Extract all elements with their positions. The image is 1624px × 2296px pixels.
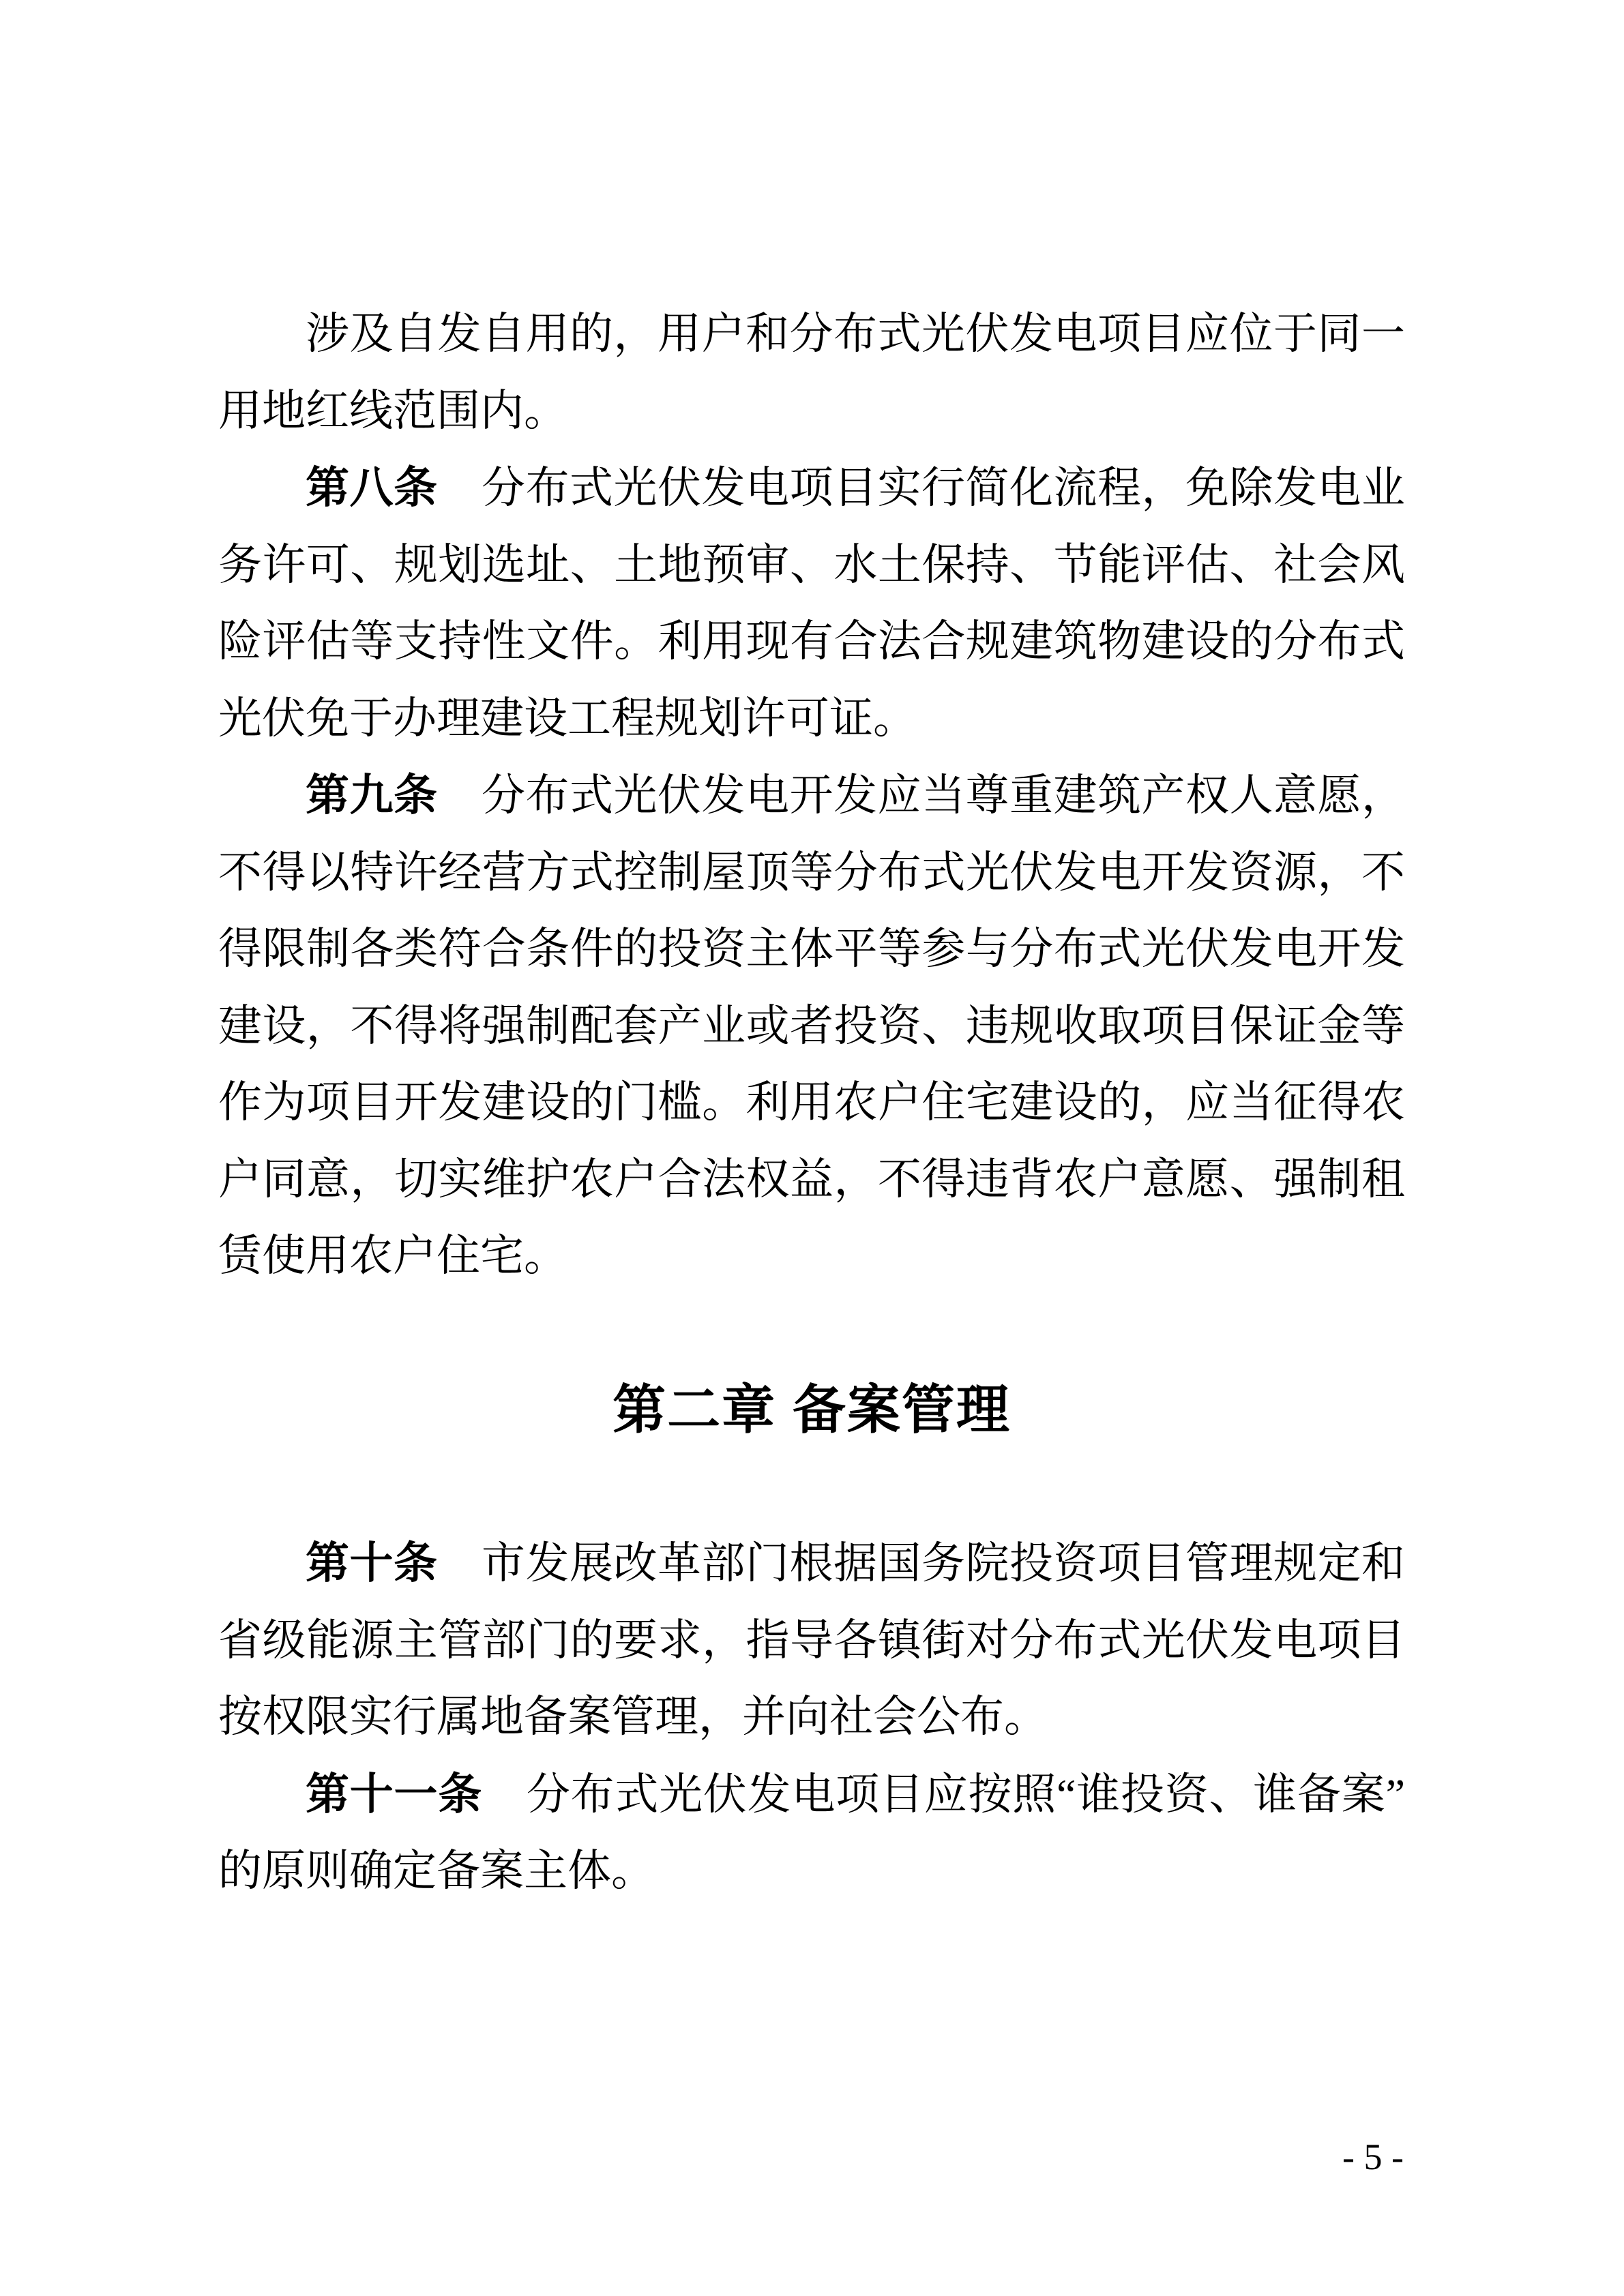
paragraph-text: 分布式光伏发电项目应按照“谁投资、谁备案”的原则确定备案主体。 bbox=[218, 1770, 1406, 1895]
paragraph-text: 涉及自发自用的，用户和分布式光伏发电项目应位于同一用地红线范围内。 bbox=[218, 310, 1405, 435]
article-8-number-label: 第八条 bbox=[306, 463, 438, 512]
article-9-number-label: 第九条 bbox=[306, 771, 438, 820]
paragraph-article-9 bbox=[218, 757, 1405, 1295]
paragraph-continuation bbox=[218, 296, 1405, 449]
article-11-number-label: 第十一条 bbox=[306, 1769, 483, 1819]
paragraph-text: 分布式光伏发电项目实行简化流程，免除发电业务许可、规划选址、土地预审、水土保持、节能评估、社会风险评估等支持性文件。利用现有合法合规建筑物建设的分布式光伏免于办理建设工程规划许可证。 bbox=[218, 464, 1405, 743]
paragraph-text: 市发展改革部门根据国务院投资项目管理规定和省级能源主管部门的要求，指导各镇街对分布式光伏发电项目按权限实行属地备案管理，并向社会公布。 bbox=[218, 1539, 1405, 1741]
paragraph-article-10 bbox=[218, 1525, 1405, 1756]
document-body bbox=[218, 296, 1405, 1910]
chapter-heading: 第二章 备案管理 bbox=[612, 1380, 1011, 1440]
paragraph-article-8 bbox=[218, 449, 1405, 757]
article-10-number-label: 第十条 bbox=[306, 1538, 438, 1587]
paragraph-text: 分布式光伏发电开发应当尊重建筑产权人意愿，不得以特许经营方式控制屋顶等分布式光伏发电开发资源，不得限制各类符合条件的投资主体平等参与分布式光伏发电开发建设，不得将强制配套产业或者投资、违规收取项目保证金等作为项目开发建设的门槛。利用农户住宅建设的，应当征得农户同意，切实维护农户合法权益，不得违背农户意愿、强制租赁使用农户住宅。 bbox=[218, 771, 1405, 1280]
page-number: - 5 - bbox=[1342, 2136, 1404, 2177]
paragraph-article-11 bbox=[218, 1756, 1405, 1910]
